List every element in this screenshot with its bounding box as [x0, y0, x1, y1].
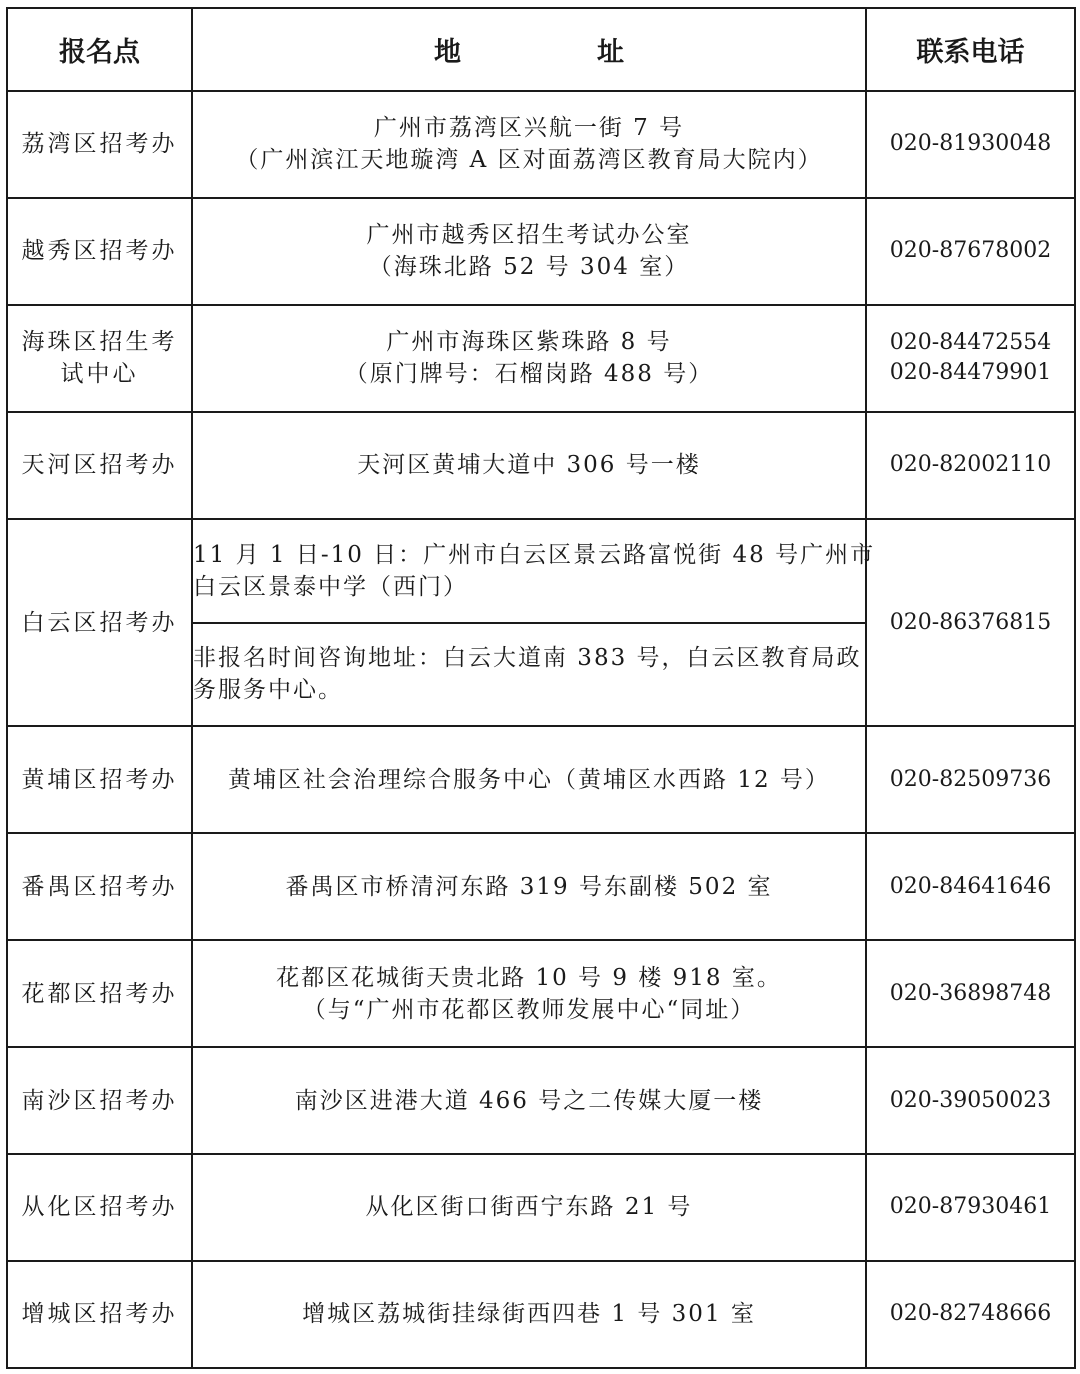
header-row — [7, 8, 1075, 91]
address-line: 11 月 1 日-10 日：广州市白云区景云路富悦街 48 号广州市 — [193, 541, 876, 568]
table-row — [7, 519, 1075, 623]
office-phone: 020-87930461 — [866, 1154, 1075, 1261]
office-name: 南沙区招考办 — [7, 1047, 192, 1154]
address-line: 花都区花城街天贵北路 10 号 9 楼 918 室。 — [276, 964, 782, 991]
office-phone: 020-82748666 — [866, 1261, 1075, 1368]
address-line: （与“广州市花都区教师发展中心“同址） — [302, 996, 756, 1023]
header-phone: 联系电话 — [866, 8, 1075, 91]
office-name: 荔湾区招考办 — [7, 91, 192, 198]
table-row — [7, 198, 1075, 305]
table-row — [7, 305, 1075, 412]
address-line: （原门牌号：石榴岗路 488 号） — [344, 361, 714, 388]
office-phone: 020-84641646 — [866, 833, 1075, 940]
table-row — [7, 1047, 1075, 1154]
office-name — [7, 305, 192, 412]
header-address-part2: 址 — [597, 37, 624, 68]
table-row — [7, 1261, 1075, 1368]
address-line: 广州市越秀区招生考试办公室 — [366, 222, 692, 249]
address-line: 番禺区市桥清河东路 319 号东副楼 502 室 — [285, 873, 773, 900]
office-name: 白云区招考办 — [7, 519, 192, 727]
header-name: 报名点 — [7, 8, 192, 91]
office-phone: 020-36898748 — [866, 940, 1075, 1047]
office-address — [192, 305, 866, 412]
office-name: 从化区招考办 — [7, 1154, 192, 1261]
phone-line: 020-84479901 — [889, 360, 1052, 386]
office-address — [192, 91, 866, 198]
address-line: （广州滨江天地璇湾 A 区对面荔湾区教育局大院内） — [235, 147, 823, 174]
office-name: 番禺区招考办 — [7, 833, 192, 940]
address-line: 广州市荔湾区兴航一街 7 号 — [373, 115, 685, 142]
address-line: 从化区街口街西宁东路 21 号 — [365, 1194, 693, 1221]
registration-table — [6, 7, 1076, 1369]
office-address — [192, 940, 866, 1047]
office-name-line: 试中心 — [60, 361, 139, 388]
office-address — [192, 198, 866, 305]
table-row — [7, 726, 1075, 833]
header-address-part1: 地 — [434, 37, 461, 68]
office-address — [192, 1261, 866, 1368]
office-name: 天河区招考办 — [7, 412, 192, 519]
office-phone — [866, 305, 1075, 412]
office-name: 黄埔区招考办 — [7, 726, 192, 833]
office-address — [192, 833, 866, 940]
phone-line: 020-84472554 — [889, 330, 1052, 356]
office-name-line: 海珠区招生考 — [21, 329, 178, 356]
office-address — [192, 726, 866, 833]
address-line: 南沙区进港大道 466 号之二传媒大厦一楼 — [294, 1087, 764, 1114]
office-phone: 020-82509736 — [866, 726, 1075, 833]
address-line: 增城区荔城街挂绿街西四巷 1 号 301 室 — [302, 1301, 756, 1328]
office-address — [192, 412, 866, 519]
address-line: 非报名时间咨询地址：白云大道南 383 号，白云区教育局政 — [193, 645, 862, 672]
office-address-registration-period — [192, 519, 876, 623]
address-line: 黄埔区社会治理综合服务中心（黄埔区水西路 12 号） — [228, 766, 830, 793]
table-row — [7, 91, 1075, 198]
table-row — [7, 1154, 1075, 1261]
office-phone: 020-39050023 — [866, 1047, 1075, 1154]
office-phone: 020-82002110 — [866, 412, 1075, 519]
office-phone: 020-87678002 — [866, 198, 1075, 305]
office-name: 越秀区招考办 — [7, 198, 192, 305]
office-address-inquiry — [192, 623, 866, 727]
table-row — [7, 412, 1075, 519]
office-phone: 020-81930048 — [866, 91, 1075, 198]
table-row — [7, 833, 1075, 940]
address-line: 天河区黄埔大道中 306 号一楼 — [357, 452, 701, 479]
header-address — [192, 8, 866, 91]
address-line: 白云区景泰中学（西门） — [193, 573, 468, 600]
table-row — [7, 940, 1075, 1047]
office-address — [192, 1154, 866, 1261]
address-line: （海珠北路 52 号 304 室） — [368, 254, 690, 281]
office-name: 花都区招考办 — [7, 940, 192, 1047]
address-line: 务服务中心。 — [193, 677, 343, 704]
office-address — [192, 1047, 866, 1154]
office-phone: 020-86376815 — [866, 519, 1075, 727]
address-line: 广州市海珠区紫珠路 8 号 — [386, 329, 672, 356]
office-name: 增城区招考办 — [7, 1261, 192, 1368]
